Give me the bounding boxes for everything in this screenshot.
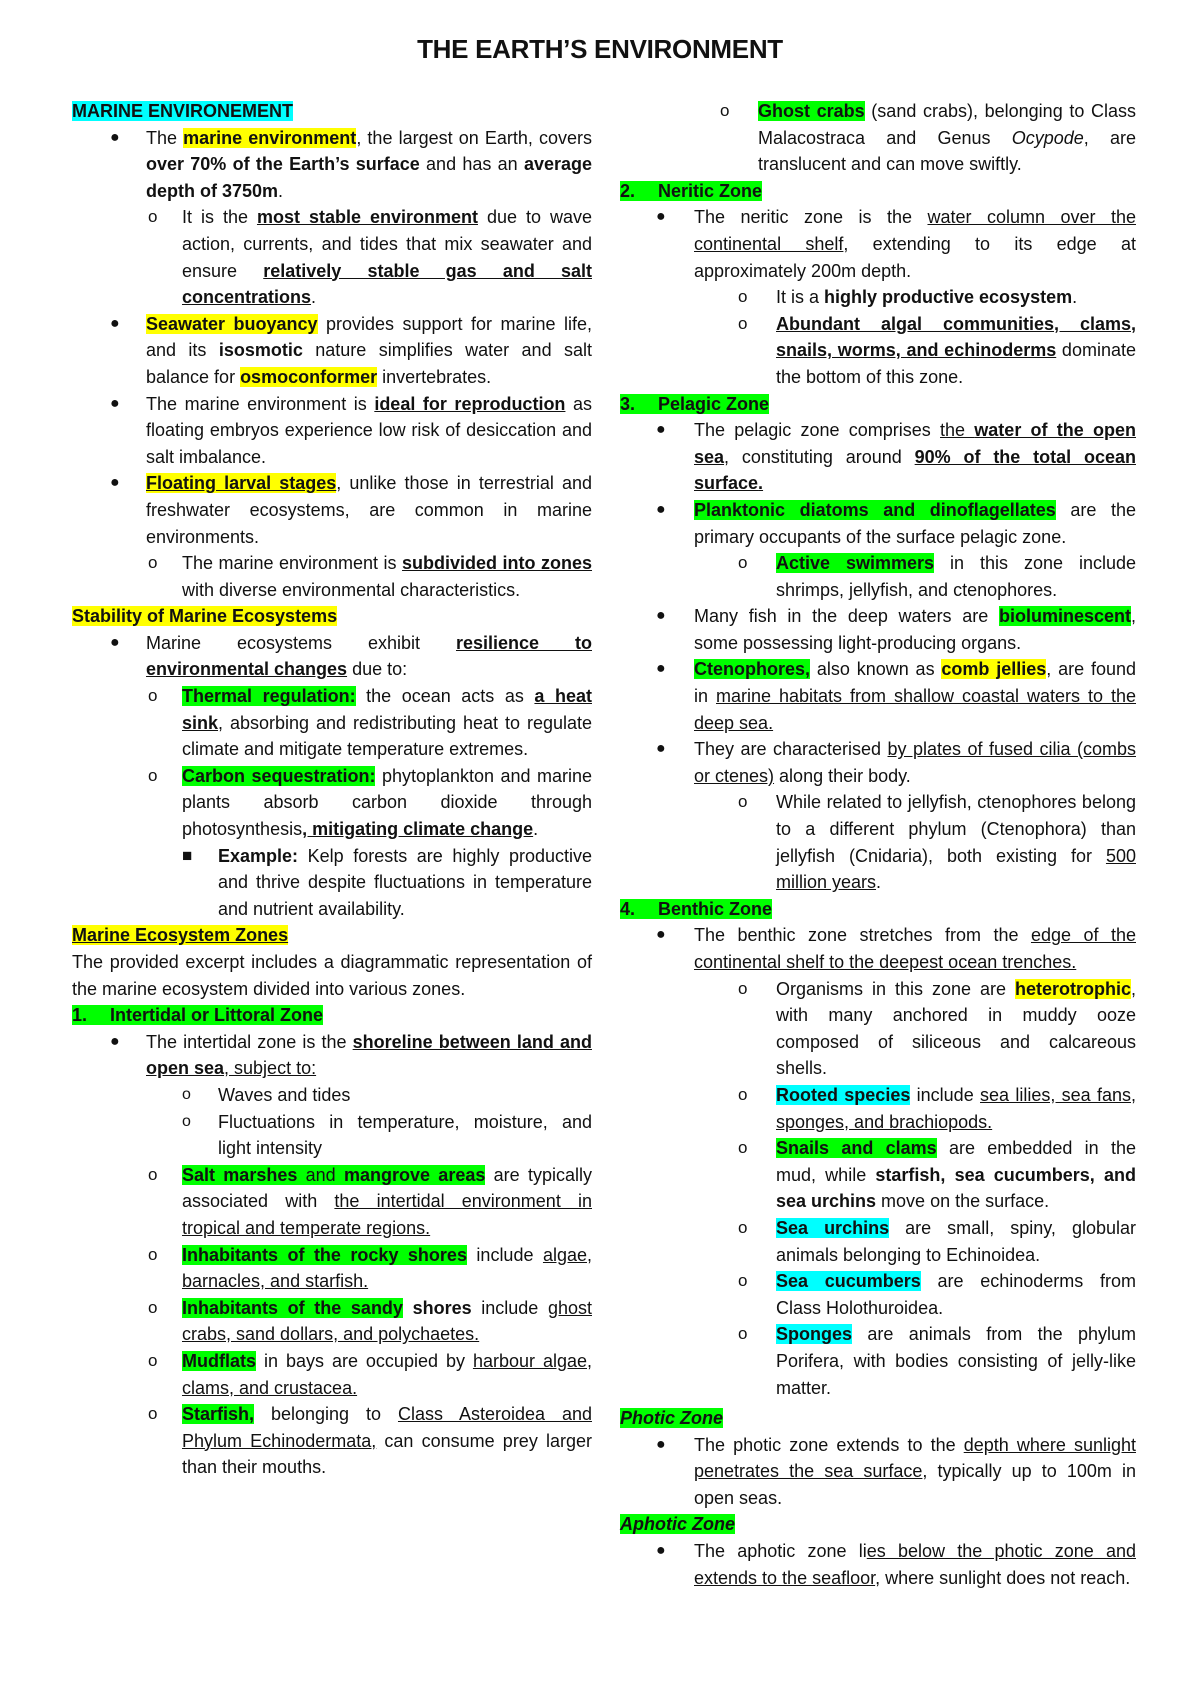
subbullet-ghost-crabs: o Ghost crabs (sand crabs), belonging to Class Malacostraca and Genus Ocypode, are translucent and can move swiftly.	[720, 101, 1136, 175]
page-title: THE EARTH’S ENVIRONMENT	[417, 34, 783, 64]
section-heading-ecosystem-zones: Marine Ecosystem Zones	[72, 925, 289, 946]
bullet-reproduction: ● The marine environment is ideal for reproduction as floating embryos experience low risk of desiccation and salt imbalance.	[110, 393, 593, 467]
subbullet-subdivided-zones: o The marine environment is subdivided into zones with diverse environmental characteristics.	[148, 553, 593, 600]
left-column	[72, 98, 592, 1481]
bullet-larval-stages: ● Floating larval stages, unlike those in terrestrial and freshwater ecosystems, are common in marine environments.	[110, 473, 592, 547]
bullet-neritic-zone: ● The neritic zone is the water column over the continental shelf, extending to its edge at approximately 200m depth.	[656, 207, 1136, 281]
subbullet-thermal-regulation: o Thermal regulation: the ocean acts as a heat sink, absorbing and redistributing heat to regulate climate and mitigate temperature extremes.	[148, 686, 592, 760]
bullet-bioluminescent: ● Many fish in the deep waters are bioluminescent, some possessing light-producing organs.	[656, 606, 1136, 653]
zone-heading-intertidal: 1. Intertidal or Littoral Zone	[72, 1005, 324, 1026]
bullet-benthic-zone: ● The benthic zone stretches from the edge of the continental shelf to the deepest ocean trenches.	[656, 925, 1136, 972]
bullet-resilience: ● Marine ecosystems exhibit resilience to environmental changes due to:	[110, 632, 592, 680]
subbullet-sandy-shores: o Inhabitants of the sandy shores include ghost crabs, sand dollars, and polychaetes.	[148, 1297, 592, 1345]
subbullet-rooted-species: o Rooted species include sea lilies, sea fans, sponges, and brachiopods.	[738, 1084, 1137, 1132]
zone-heading-neritic: 2. Neritic Zone	[620, 180, 763, 201]
bullet-photic-zone: ● The photic zone extends to the depth where sunlight penetrates the sea surface, typically up to 100m in open seas.	[656, 1434, 1136, 1508]
subbullet-ctenophora-phylum: o While related to jellyfish, ctenophores belong to a different phylum (Ctenophora) than jellyfish (Cnidaria), both existing for 500 million years.	[738, 792, 1136, 893]
bullet-seawater-buoyancy: ● Seawater buoyancy provides support for marine life, and its isosmotic nature simplifies water and salt balance for osmoconformer invertebrates.	[110, 313, 592, 387]
subbullet-sponges: o Sponges are animals from the phylum Porifera, with bodies consisting of jelly-like matter.	[738, 1324, 1136, 1398]
subbullet-salt-marshes: o Salt marshes and mangrove areas are typically associated with the intertidal environment in tropical and temperate regions.	[148, 1164, 592, 1238]
bullet-aphotic-zone: ● The aphotic zone lies below the photic zone and extends to the seafloor, where sunlight does not reach.	[656, 1541, 1136, 1588]
paragraph-excerpt: The provided excerpt includes a diagrammatic representation of the marine ecosystem divided into various zones.	[72, 952, 592, 999]
subbullet-heterotrophic: o Organisms in this zone are heterotrophic, with many anchored in muddy ooze composed of siliceous and calcareous shells.	[738, 978, 1136, 1079]
subbullet-starfish: o Starfish, belonging to Class Asteroidea and Phylum Echinodermata, can consume prey larger than their mouths.	[148, 1404, 593, 1478]
subbullet-active-swimmers: o Active swimmers in this zone include shrimps, jellyfish, and ctenophores.	[738, 553, 1136, 600]
subbullet-mudflats: o Mudflats in bays are occupied by harbour algae, clams, and crustacea.	[148, 1350, 592, 1398]
bullet-intertidal-shoreline: ● The intertidal zone is the shoreline between land and open sea, subject to:	[110, 1031, 592, 1079]
zone-heading-pelagic: 3. Pelagic Zone	[620, 393, 770, 414]
bullet-ctenophores: ● Ctenophores, also known as comb jellies, are found in marine habitats from shallow coastal waters to the deep sea.	[656, 659, 1137, 733]
bullet-fused-cilia: ● They are characterised by plates of fused cilia (combs or ctenes) along their body.	[656, 739, 1136, 786]
subbullet-waves-tides: o Waves and tides	[182, 1084, 351, 1105]
bullet-planktonic-diatoms: ● Planktonic diatoms and dinoflagellates are the primary occupants of the surface pelagic zone.	[656, 499, 1136, 547]
subbullet-algal-communities: o Abundant algal communities, clams, snails, worms, and echinoderms dominate the bottom of this zone.	[738, 313, 1136, 387]
zone-heading-benthic: 4. Benthic Zone	[620, 898, 773, 919]
subbullet-fluctuations: o Fluctuations in temperature, moisture, and light intensity	[182, 1111, 592, 1159]
subbullet-productive-ecosystem: o It is a highly productive ecosystem.	[738, 287, 1078, 308]
subbullet-snails-clams: o Snails and clams are embedded in the mud, while starfish, sea cucumbers, and sea urchins move on the surface.	[738, 1138, 1136, 1212]
section-heading-aphotic: Aphotic Zone	[620, 1514, 735, 1535]
subbullet-rocky-shores: o Inhabitants of the rocky shores include algae, barnacles, and starfish.	[148, 1244, 592, 1292]
right-column	[620, 98, 1136, 1591]
bullet-pelagic-zone: ● The pelagic zone comprises the water of the open sea, constituting around 90% of the total ocean surface.	[656, 420, 1136, 494]
section-heading-stability: Stability of Marine Ecosystems	[72, 606, 338, 627]
bullet-marine-environment: ● The marine environment, the largest on Earth, covers over 70% of the Earth’s surface and has an average depth of 3750m.	[110, 127, 592, 201]
subbullet-sea-urchins: o Sea urchins are small, spiny, globular animals belonging to Echinoidea.	[738, 1217, 1136, 1265]
subbullet-carbon-sequestration: o Carbon sequestration: phytoplankton and marine plants absorb carbon dioxide through photosynthesis, mitigating climate change.	[148, 765, 592, 840]
subbullet-sea-cucumbers: o Sea cucumbers are echinoderms from Class Holothuroidea.	[738, 1271, 1136, 1318]
subsubbullet-example-kelp: ■ Example: Kelp forests are highly productive and thrive despite fluctuations in temperature and nutrient availability.	[182, 845, 592, 919]
section-heading-photic: Photic Zone	[620, 1408, 723, 1429]
section-heading-marine-environment: MARINE ENVIRONEMENT	[72, 101, 294, 121]
subbullet-most-stable: o It is the most stable environment due to wave action, currents, and tides that mix seawater and ensure relatively stable gas and salt concentrations.	[148, 207, 592, 308]
